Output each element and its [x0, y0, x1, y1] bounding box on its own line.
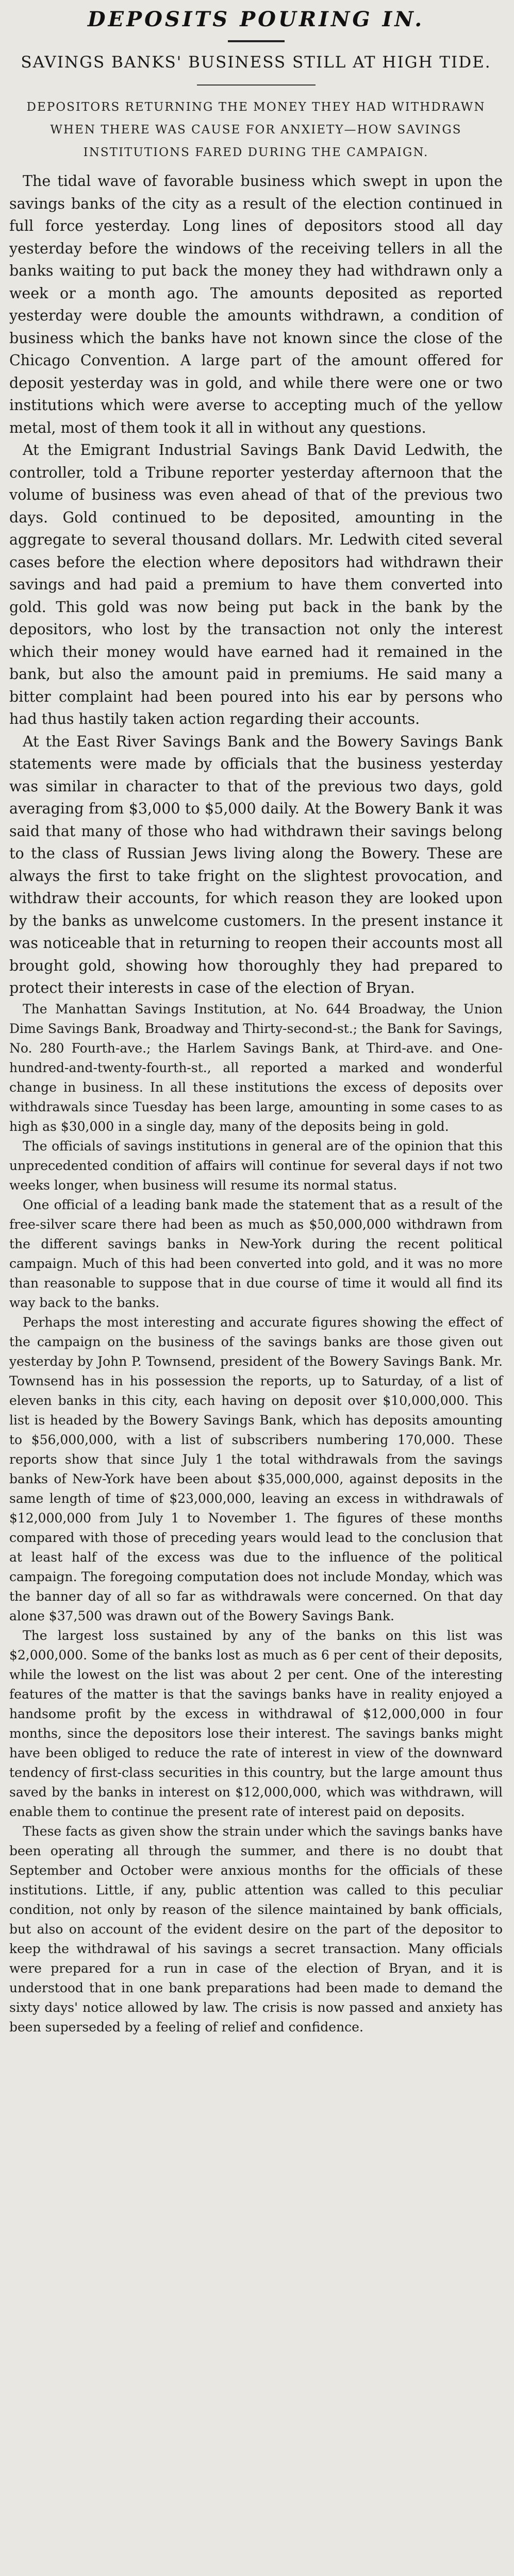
article-body [9, 170, 503, 2037]
headline: DEPOSITS POURING IN. [87, 7, 425, 31]
paragraph: The Manhattan Savings Institution, at No. 644 Broadway, the Union Dime Savings Bank, Broadway and Thirty-second-st.; the Bank for Savings, No. 280 Fourth-ave.; the Harlem Savings Bank, at Third-ave. and One-hundred-and-twenty-fourth-st., all reported a marked and wonderful change in business. In all these institutions the excess of deposits over withdrawals since Tuesday has been large, amounting in some cases to as high as $30,000 in a single day, many of the deposits being in gold. [9, 1001, 503, 1134]
paragraph: The tidal wave of favorable business which swept in upon the savings banks of the city as a result of the election continued in full force yesterday. Long lines of depositors stood all day yesterday before the windows of the receiving tellers in all the banks waiting to put back the money they had withdrawn only a week or a month ago. The amounts deposited as reported yesterday were double the amounts withdrawn, a condition of business which the banks have not known since the close of the Chicago Convention. A large part of the amount offered for deposit yesterday was in gold, and while there were one or two institutions which were averse to accepting much of the yellow metal, most of them took it all in without any questions. [9, 173, 503, 436]
paragraph: These facts as given show the strain under which the savings banks have been operating all through the summer, and there is no doubt that September and October were anxious months for the officials of these institutions. Little, if any, public attention was called to this peculiar condition, not only by reason of the silence maintained by bank officials, but also on account of the evident desire on the part of the depositor to keep the withdrawal of his savings a secret transaction. Many officials were prepared for a run in case of the election of Bryan, and it is understood that in one bank preparations had been made to demand the sixty days' notice allowed by law. The crisis is now passed and anxiety has been superseded by a feeling of relief and confidence. [9, 1823, 503, 2035]
subheadline-divider [197, 84, 316, 86]
headline-divider [228, 40, 285, 42]
paragraph: Perhaps the most interesting and accurate figures showing the effect of the campaign on the business of the savings banks are those given out yesterday by John P. Townsend, president of the Bowery Savings Bank. Mr. Townsend has in his possession the reports, up to Saturday, of a list of eleven banks in this city, each having on deposit over $10,000,000. This list is headed by the Bowery Savings Bank, which has deposits amounting to $56,000,000, with a list of subscribers numbering 170,000. These reports show that since July 1 the total withdrawals from the savings banks of New-York have been about $35,000,000, against deposits in the same length of time of $23,000,000, leaving an excess in withdrawals of $12,000,000 from July 1 to November 1. The figures of these months compared with those of preceding years would lead to the conclusion that at least half of the excess was due to the influence of the political campaign. The foregoing computation does not include Monday, which was the banner day of all so far as withdrawals were concerned. On that day alone $37,500 was drawn out of the Bowery Savings Bank. [9, 1314, 503, 1623]
paragraph: At the East River Savings Bank and the Bowery Savings Bank statements were made by officials that the business yesterday was similar in character to that of the previous two days, gold averaging from $3,000 to $5,000 daily. At the Bowery Bank it was said that many of those who had withdrawn their savings belong to the class of Russian Jews living along the Bowery. These are always the first to take fright on the slightest provocation, and withdraw their accounts, for which reason they are looked upon by the banks as unwelcome customers. In the present instance it was noticeable that in returning to reopen their accounts most all brought gold, showing how thoroughly they had prepared to protect their interests in case of the election of Bryan. [9, 733, 503, 996]
paragraph: The officials of savings institutions in general are of the opinion that this unprecedented condition of affairs will continue for several days if not two weeks longer, when business will resume its normal status. [9, 1138, 503, 1193]
paragraph: One official of a leading bank made the statement that as a result of the free-silver scare there had been as much as $50,000,000 withdrawn from the different savings banks in New-York during the recent political campaign. Much of this had been converted into gold, and it was no more than reasonable to suppose that in due course of time it would all find its way back to the banks. [9, 1197, 503, 1310]
paragraph: The largest loss sustained by any of the banks on this list was $2,000,000. Some of the banks lost as much as 6 per cent of their deposits, while the lowest on the list was about 2 per cent. One of the interesting features of the matter is that the savings banks have in reality enjoyed a handsome profit by the excess in withdrawal of $12,000,000 in four months, since the depositors lose their interest. The savings banks might have been obliged to reduce the rate of interest in view of the downward tendency of first-class securities in this country, but the large amount thus saved by the banks in interest on $12,000,000, which was withdrawn, will enable them to continue the present rate of interest paid on deposits. [9, 1628, 503, 1819]
subheadline: SAVINGS BANKS' BUSINESS STILL AT HIGH TIDE. [21, 53, 491, 72]
paragraph: At the Emigrant Industrial Savings Bank David Ledwith, the controller, told a Tribune reporter yesterday afternoon that the volume of business was even ahead of that of the previous two days. Gold continued to be deposited, amounting in the aggregate to several thousand dollars. Mr. Ledwith cited several cases before the election where depositors had withdrawn their savings and had paid a premium to have them converted into gold. This gold was now being put back in the bank by the depositors, who lost by the transaction not only the interest which their money would have earned had it remained in the bank, but also the amount paid in premiums. He said many a bitter complaint had been poured into his ear by persons who had thus hastily taken action regarding their accounts. [9, 442, 503, 727]
deck: DEPOSITORS RETURNING THE MONEY THEY HAD WITHDRAWN WHEN THERE WAS CAUSE FOR ANXIETY—HOW SAVINGS INSTITUTIONS FARED DURING THE CAMPAIGN. [26, 100, 486, 159]
